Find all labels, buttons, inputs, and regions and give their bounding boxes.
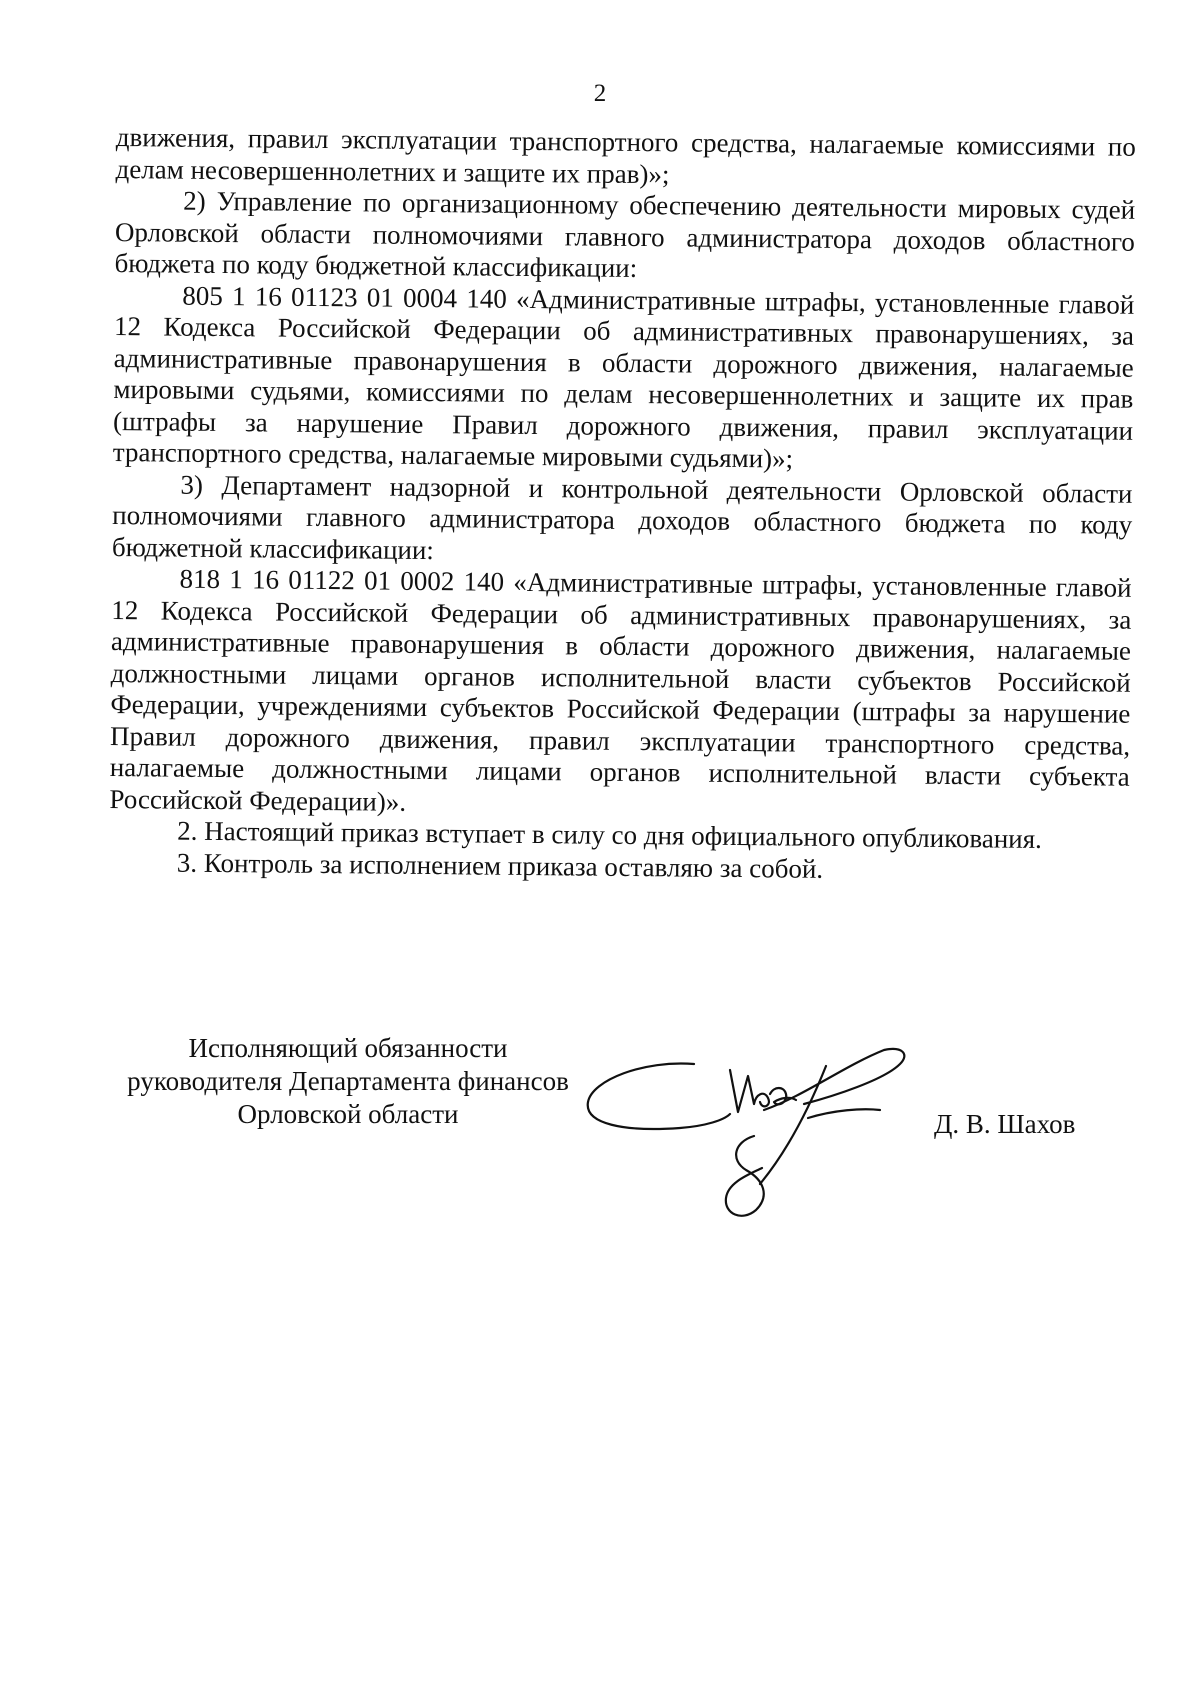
document-body bbox=[109, 122, 1136, 888]
paragraph-effective-date: 2. Настоящий приказ вступает в силу со дня официального опубликования. bbox=[177, 815, 1043, 854]
handwritten-signature bbox=[584, 1046, 924, 1226]
page-number: 2 bbox=[593, 80, 607, 107]
signer-title bbox=[108, 1032, 588, 1131]
signer-title-line: Исполняющий обязанности bbox=[188, 1033, 508, 1063]
signer-title-line: Орловской области bbox=[237, 1099, 459, 1129]
signer-title-line: руководителя Департамента финансов bbox=[127, 1066, 569, 1096]
signer-name: Д. В. Шахов bbox=[934, 1109, 1076, 1139]
paragraph-code-805: 805 1 16 01123 01 0004 140 «Административные штрафы, установленные главой 12 Кодекса Российской Федерации об административных правонарушениях, за административные правонарушения в области дорожного движения, налагаемые мировыми судьями, комиссиями по делам несовершеннолетних и защите их прав (штрафы за нарушение Правил дорожного движения, правил эксплуатации транспортного средства, налагаемые мировыми судьями)»; bbox=[112, 280, 1135, 474]
signature-block bbox=[108, 1032, 1108, 1232]
paragraph-item-2: 2) Управление по организационному обеспечению деятельности мировых судей Орловской области полномочиями главного администратора доходов областного бюджета по коду бюджетной классификации: bbox=[114, 185, 1136, 284]
paragraph-item-3: 3) Департамент надзорной и контрольной деятельности Орловской области полномочиями главного администратора доходов областного бюджета по коду бюджетной классификации: bbox=[111, 469, 1133, 565]
paragraph-continuation: движения, правил эксплуатации транспортного средства, налагаемые комиссиями по делам несовершеннолетних и защите их прав)»; bbox=[115, 122, 1136, 189]
paragraph-control: 3. Контроль за исполнением приказа оставляю за собой. bbox=[176, 847, 824, 884]
paragraph-code-818: 818 1 16 01122 01 0002 140 «Административные штрафы, установленные главой 12 Кодекса Российской Федерации об административных правонарушениях, за административные правонарушения в области дорожного движения, налагаемые должностными лицами органов исполнительной власти субъектов Российской Федерации, учреждениями субъектов Российской Федерации (штрафы за нарушение Правил дорожного движения, правил эксплуатации транспортного средства, налагаемые должностными лицами органов исполнительной власти субъекта Российской Федерации)». bbox=[109, 563, 1132, 817]
